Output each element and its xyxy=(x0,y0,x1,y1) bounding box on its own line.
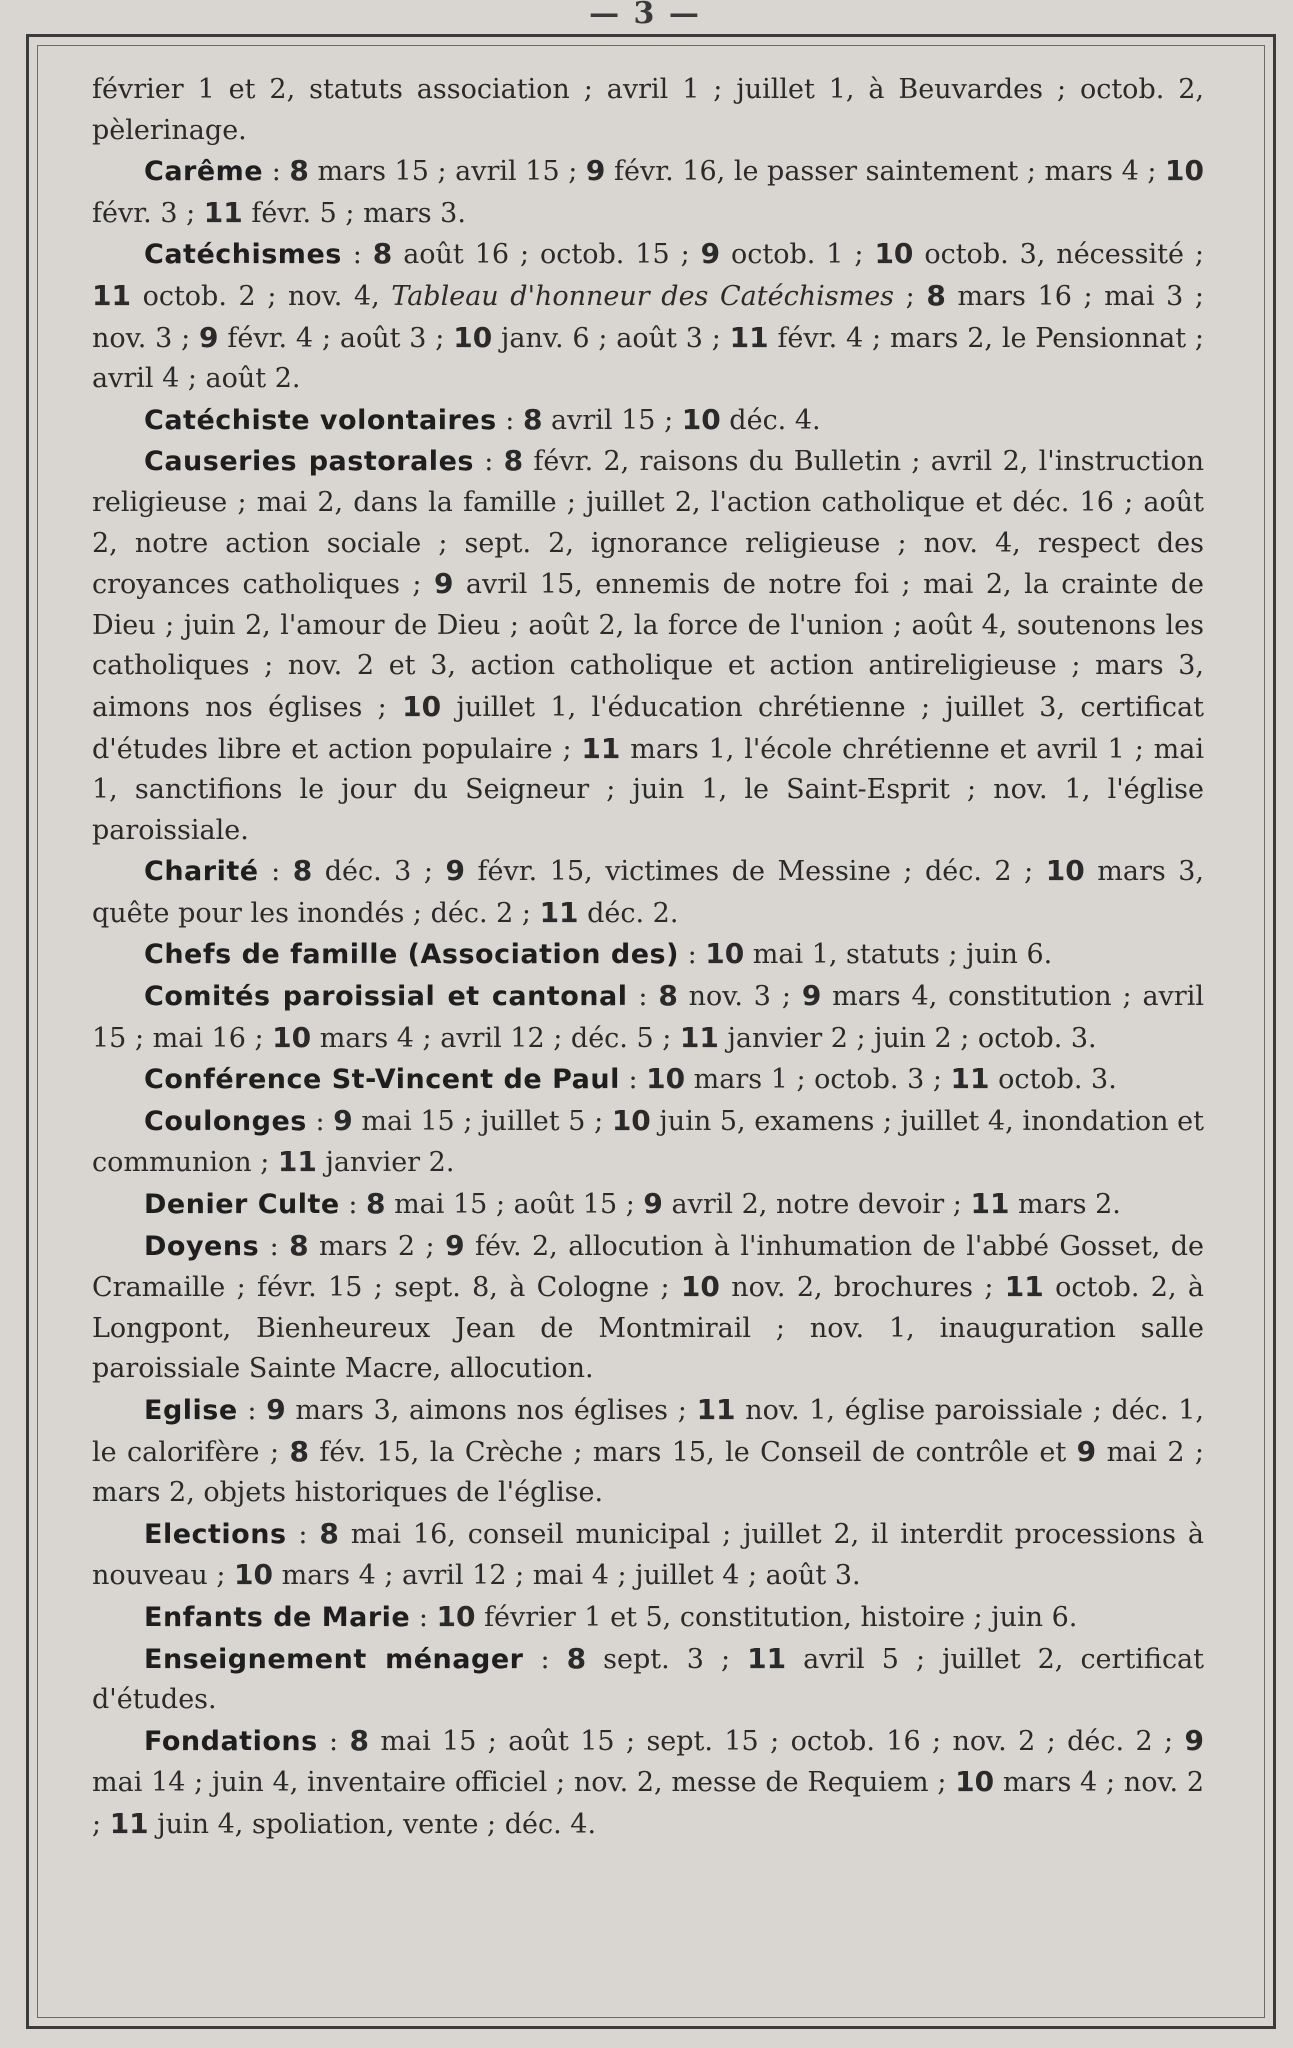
entry-text: mars 1, l'école chrétienne et avril 1 ; mai 1, sanctifions le jour du Seigneur ; juin 1, le Saint-Esprit ; nov. 1, l'église paroissiale. xyxy=(92,733,1205,846)
entry-text: mars 4 ; nov. 2 ; xyxy=(92,1767,1204,1840)
index-entry xyxy=(92,441,1204,851)
entry-text: : xyxy=(317,1725,350,1757)
index-term: Carême xyxy=(144,156,264,188)
entry-text: mai 15 ; août 15 ; sept. 15 ; octob. 16 ; nov. 2 ; déc. 2 ; xyxy=(369,1725,1185,1757)
index-entry xyxy=(92,851,1204,934)
entry-text: févr. 16, le passer saintement ; mars 4 ; xyxy=(605,156,1166,188)
entry-text: : xyxy=(496,404,523,436)
entry-text: avril 15 ; xyxy=(542,404,682,436)
year-number: 8 xyxy=(566,1641,587,1675)
index-term: Chefs de famille (Association des) xyxy=(144,939,679,971)
year-number: 8 xyxy=(289,1228,309,1262)
year-number: 10 xyxy=(1165,154,1204,188)
entry-text: : xyxy=(339,1189,367,1221)
entry-text: octob. 1 ; xyxy=(720,239,875,271)
entry-text: mars 15 ; avril 15 ; xyxy=(308,156,586,188)
entry-text: mai 1, statuts ; juin 6. xyxy=(744,939,1053,971)
year-number: 11 xyxy=(950,1062,990,1096)
entry-text: mars 16 ; mai 3 ; nov. 3 ; xyxy=(92,280,1205,354)
entry-text: : xyxy=(341,239,373,271)
entry-text: janvier 2. xyxy=(316,1147,455,1179)
entry-text: mars 3, aimons nos églises ; xyxy=(285,1395,697,1426)
entry-text: : xyxy=(306,1105,334,1137)
entry-text: mars 2 ; xyxy=(308,1230,446,1262)
index-term: Causeries pastorales xyxy=(144,446,474,478)
entry-text: avril 15, ennemis de notre foi ; mai 2, la crainte de Dieu ; juin 2, l'amour de Dieu ; août 2, la force de l'union ; août 4, soutenons les catholiques ; nov. 2 et 3, action catholique et action antireligieuse ; mars 3, aimons nos églises ; xyxy=(92,569,1204,723)
entry-text: déc. 2. xyxy=(578,897,679,929)
year-number: 11 xyxy=(277,1145,317,1179)
entry-text: : xyxy=(237,1395,267,1426)
entry-text: mai 14 ; juin 4, inventaire officiel ; nov. 2, messe de Requiem ; xyxy=(92,1767,956,1799)
year-number: 10 xyxy=(234,1558,273,1592)
entry-text: ; xyxy=(894,280,927,312)
year-number: 9 xyxy=(445,854,465,888)
index-entry xyxy=(92,1721,1204,1846)
entry-text: avril 5 ; juillet 2, certificat d'études. xyxy=(92,1643,1205,1716)
entry-text: fév. 2, allocution à l'inhumation de l'abbé Gosset, de Cramaille ; févr. 15 ; sept. 8, à Cologne ; xyxy=(92,1230,1204,1304)
year-number: 9 xyxy=(643,1187,663,1221)
year-number: 11 xyxy=(696,1393,736,1426)
entry-text: mars 4 ; avril 12 ; mai 4 ; juillet 4 ; août 3. xyxy=(272,1560,861,1592)
index-term: Eglise xyxy=(144,1395,238,1426)
page-number: — 3 — xyxy=(589,0,701,31)
index-entry xyxy=(92,400,1204,442)
entry-text: mai 15 ; juillet 5 ; xyxy=(352,1105,612,1137)
year-number: 10 xyxy=(272,1020,312,1054)
year-number: 9 xyxy=(1184,1723,1204,1757)
index-term: Denier Culte xyxy=(144,1189,340,1221)
entry-text: fév. 15, la Crèche ; mars 15, le Conseil de contrôle et xyxy=(308,1436,1077,1468)
italic-title: Tableau d'honneur des Catéchismes xyxy=(391,280,895,312)
year-number: 9 xyxy=(433,567,454,601)
year-number: 8 xyxy=(319,1516,339,1550)
year-number: 9 xyxy=(333,1103,353,1137)
year-number: 10 xyxy=(681,402,721,436)
year-number: 8 xyxy=(522,402,543,436)
entry-text: févr. 4 ; mars 2, le Pensionnat ; avril 4 ; août 2. xyxy=(92,322,1204,395)
index-term: Doyens xyxy=(144,1230,260,1262)
index-entry xyxy=(92,1597,1204,1639)
year-number: 8 xyxy=(926,278,946,312)
year-number: 11 xyxy=(92,278,131,312)
index-term: Comités paroissial et cantonal xyxy=(144,981,628,1013)
index-entry xyxy=(92,234,1204,399)
index-term: Fondations xyxy=(144,1725,318,1757)
entry-text: juin 4, spoliation, vente ; déc. 4. xyxy=(148,1808,597,1840)
entry-text: mai 2 ; mars 2, objets historiques de l'église. xyxy=(92,1436,1205,1509)
entry-text: : xyxy=(678,939,706,971)
entry-text: : xyxy=(410,1601,437,1633)
year-number: 9 xyxy=(445,1228,465,1262)
year-number: 8 xyxy=(349,1723,369,1757)
entry-text: : xyxy=(259,1230,290,1262)
year-number: 9 xyxy=(1076,1434,1097,1468)
year-number: 8 xyxy=(503,444,524,478)
entry-text: juillet 1, l'éducation chrétienne ; juillet 3, certificat d'études libre et action populaire ; xyxy=(92,691,1204,765)
entry-text: févr. 4 ; août 3 ; xyxy=(218,322,454,354)
index-entry xyxy=(92,1184,1204,1226)
entry-text: nov. 3 ; xyxy=(677,981,802,1013)
entry-text: : xyxy=(619,1064,647,1096)
entry-text: sept. 3 ; xyxy=(586,1643,748,1675)
index-term: Enseignement ménager xyxy=(144,1643,524,1675)
year-number: 9 xyxy=(700,237,721,271)
year-number: 11 xyxy=(539,895,579,929)
entry-text: mai 16, conseil municipal ; juillet 2, il interdit processions à nouveau ; xyxy=(92,1518,1205,1592)
year-number: 10 xyxy=(705,937,745,971)
entry-text: février 1 et 5, constitution, histoire ; juin 6. xyxy=(475,1601,1078,1633)
entry-text: : xyxy=(523,1643,567,1675)
entry-text: : xyxy=(258,856,293,888)
entry-text: mars 2. xyxy=(1009,1189,1121,1221)
index-term: Elections xyxy=(144,1518,287,1550)
year-number: 11 xyxy=(679,1020,719,1054)
entry-text: mai 15 ; août 15 ; xyxy=(385,1189,644,1221)
year-number: 8 xyxy=(372,237,393,271)
entry-text: nov. 2, brochures ; xyxy=(719,1272,1005,1304)
year-number: 9 xyxy=(199,320,219,354)
index-term: Enfants de Marie xyxy=(144,1601,411,1633)
entry-text: août 16 ; octob. 15 ; xyxy=(392,239,701,271)
index-term: Charité xyxy=(144,856,259,888)
year-number: 10 xyxy=(436,1599,476,1633)
year-number: 10 xyxy=(453,320,493,354)
entry-text: nov. 1, église paroissiale ; déc. 1, le calorifère ; xyxy=(92,1395,1204,1468)
year-number: 10 xyxy=(402,689,442,723)
year-number: 10 xyxy=(680,1270,720,1304)
entry-text: mars 4 ; avril 12 ; déc. 5 ; xyxy=(311,1022,680,1054)
year-number: 11 xyxy=(729,320,769,354)
year-number: 10 xyxy=(955,1765,995,1799)
year-number: 8 xyxy=(289,154,309,188)
index-term: Coulonges xyxy=(144,1105,307,1137)
entry-text: févr. 3 ; xyxy=(92,197,204,229)
entry-text: janvier 2 ; juin 2 ; octob. 3. xyxy=(718,1022,1097,1054)
year-number: 8 xyxy=(366,1187,386,1221)
year-number: 9 xyxy=(801,979,822,1013)
entry-text: déc. 4. xyxy=(720,404,821,436)
index-term: Catéchiste volontaires xyxy=(144,404,497,436)
year-number: 11 xyxy=(203,195,243,229)
index-entry xyxy=(92,1514,1204,1597)
entry-text: : xyxy=(263,156,290,188)
entry-text: déc. 3 ; xyxy=(312,856,446,888)
year-number: 8 xyxy=(292,854,313,888)
index-entry xyxy=(92,1226,1204,1390)
entry-text: avril 2, notre devoir ; xyxy=(662,1189,971,1221)
index-term: Conférence St-Vincent de Paul xyxy=(144,1064,620,1096)
index-entry xyxy=(92,1390,1204,1514)
index-entry xyxy=(92,1059,1204,1101)
entry-text: : xyxy=(286,1518,320,1550)
index-entry xyxy=(92,976,1204,1059)
entry-text: mars 1 ; octob. 3 ; xyxy=(685,1064,951,1096)
year-number: 11 xyxy=(747,1641,787,1675)
index-entry xyxy=(92,151,1204,234)
entry-text: : xyxy=(473,446,504,478)
index-entry xyxy=(92,934,1204,976)
year-number: 10 xyxy=(611,1103,651,1137)
index-entry xyxy=(92,1101,1204,1184)
entry-text: octob. 3, nécessité ; xyxy=(913,239,1204,271)
year-number: 11 xyxy=(1004,1270,1044,1304)
year-number: 9 xyxy=(266,1393,286,1426)
entry-text: janv. 6 ; août 3 ; xyxy=(492,322,730,354)
entry-text: mars 4, constitution ; avril 15 ; mai 16 ; xyxy=(92,981,1204,1054)
entry-text: octob. 2, à Longpont, Bienheureux Jean de Montmirail ; nov. 1, inauguration salle paroissiale Sainte Macre, allocution. xyxy=(92,1272,1204,1385)
year-number: 9 xyxy=(585,154,606,188)
year-number: 11 xyxy=(581,731,621,765)
year-number: 11 xyxy=(970,1187,1010,1221)
year-number: 8 xyxy=(289,1434,309,1468)
entry-text: févr. 2, raisons du Bulletin ; avril 2, l'instruction religieuse ; mai 2, dans la famille ; juillet 2, l'action catholique et déc. 16 ; août 2, notre action sociale ; sept. 2, ignorance religieuse ; nov. 4, respect des croyances catholiques ; xyxy=(92,446,1204,601)
index-text xyxy=(92,70,1204,1846)
year-number: 8 xyxy=(658,979,678,1013)
entry-text: juin 5, examens ; juillet 4, inondation et communion ; xyxy=(92,1105,1204,1179)
entry-text: févr. 5 ; mars 3. xyxy=(242,197,466,229)
entry-text: : xyxy=(627,981,659,1013)
index-entry xyxy=(92,1639,1204,1721)
year-number: 10 xyxy=(874,237,914,271)
year-number: 11 xyxy=(109,1806,149,1840)
year-number: 10 xyxy=(1045,854,1085,888)
year-number: 10 xyxy=(646,1062,686,1096)
index-entry xyxy=(92,70,1204,151)
entry-text: mars 3, quête pour les inondés ; déc. 2 ; xyxy=(92,856,1204,929)
entry-text: octob. 2 ; nov. 4, xyxy=(130,280,392,312)
entry-text: févr. 15, victimes de Messine ; déc. 2 ; xyxy=(464,856,1046,888)
index-term: Catéchismes xyxy=(144,239,342,271)
entry-text: février 1 et 2, statuts association ; avril 1 ; juillet 1, à Beuvardes ; octob. 2, pèlerinage. xyxy=(92,74,1204,146)
entry-text: octob. 3. xyxy=(989,1064,1117,1096)
